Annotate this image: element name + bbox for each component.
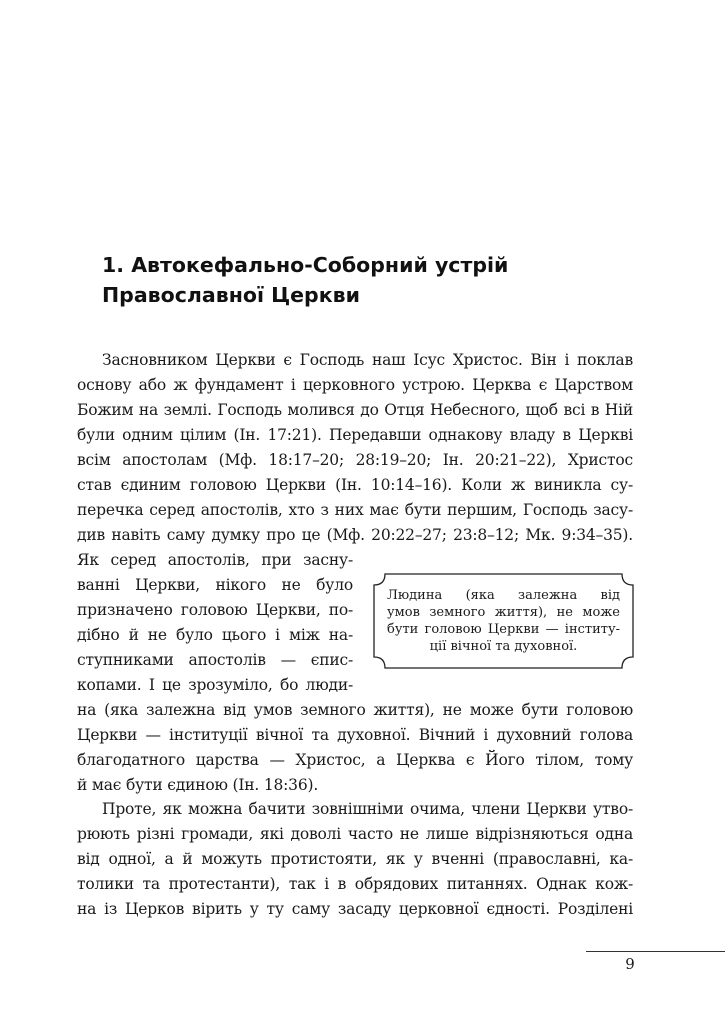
pull-quote-line: бути головою Церкви — інститу- <box>387 622 620 637</box>
text-line: толики та протестанти), так і в обрядових питаннях. Однак кож- <box>77 875 633 893</box>
text-line: ванні Церкви, нікого не було <box>77 576 353 594</box>
section-heading-line-2: Православної Церкви <box>102 283 360 307</box>
text-line: благодатного царства — Христос, а Церква є Його тілом, тому <box>77 751 633 769</box>
text-line: став єдиним головою Церкви (Ін. 10:14–16). Коли ж виникла су- <box>77 476 633 494</box>
text-line: дібно й не було цього і між на- <box>77 626 353 644</box>
pull-quote-box <box>373 573 634 669</box>
text-line: Як серед апостолів, при засну- <box>77 551 353 569</box>
text-line: Божим на землі. Господь молився до Отця Небесного, щоб всі в Ній <box>77 401 633 419</box>
text-line: Церкви — інституції вічної та духовної. Вічний і духовний голова <box>77 726 633 744</box>
text-line: Проте, як можна бачити зовнішніми очима, члени Церкви утво- <box>102 800 633 818</box>
text-line: перечка серед апостолів, хто з них має бути першим, Господь засу- <box>77 501 633 519</box>
pull-quote-line: умов земного життя), не може <box>387 605 620 620</box>
text-line: на із Церков вірить у ту саму засаду церковної єдності. Розділені <box>77 900 633 918</box>
text-line: Засновником Церкви є Господь наш Ісус Христос. Він і поклав <box>102 351 633 369</box>
text-line: призначено головою Церкви, по- <box>77 601 353 619</box>
text-line: від одної, а й можуть протистояти, як у вченні (православні, ка- <box>77 850 633 868</box>
text-line: копами. І це зрозуміло, бо люди- <box>77 676 353 694</box>
pull-quote-text <box>387 587 620 655</box>
text-line: основу або ж фундамент і церковного устрою. Церква є Царством <box>77 376 633 394</box>
page-number: 9 <box>625 955 635 973</box>
text-line: й має бути єдиною (Ін. 18:36). <box>77 776 319 794</box>
pull-quote-line: Людина (яка залежна від <box>387 588 620 603</box>
text-line: ступниками апостолів — єпис- <box>77 651 353 669</box>
text-line: всім апостолам (Мф. 18:17–20; 28:19–20; Ін. 20:21–22), Христос <box>77 451 633 469</box>
section-heading <box>102 250 602 310</box>
pull-quote-line: ції вічної та духовної. <box>429 639 578 654</box>
text-line: див навіть саму думку про це (Мф. 20:22–27; 23:8–12; Мк. 9:34–35). <box>77 526 633 544</box>
text-line: були одним цілим (Ін. 17:21). Передавши однакову владу в Церкві <box>77 426 633 444</box>
footer-rule <box>586 951 725 952</box>
text-line: рюють різні громади, які доволі часто не лише відрізняються одна <box>77 825 633 843</box>
body-paragraph-2 <box>77 797 633 922</box>
text-line: на (яка залежна від умов земного життя), не може бути головою <box>77 701 633 719</box>
section-heading-line-1: 1. Автокефально-Соборний устрій <box>102 253 509 277</box>
